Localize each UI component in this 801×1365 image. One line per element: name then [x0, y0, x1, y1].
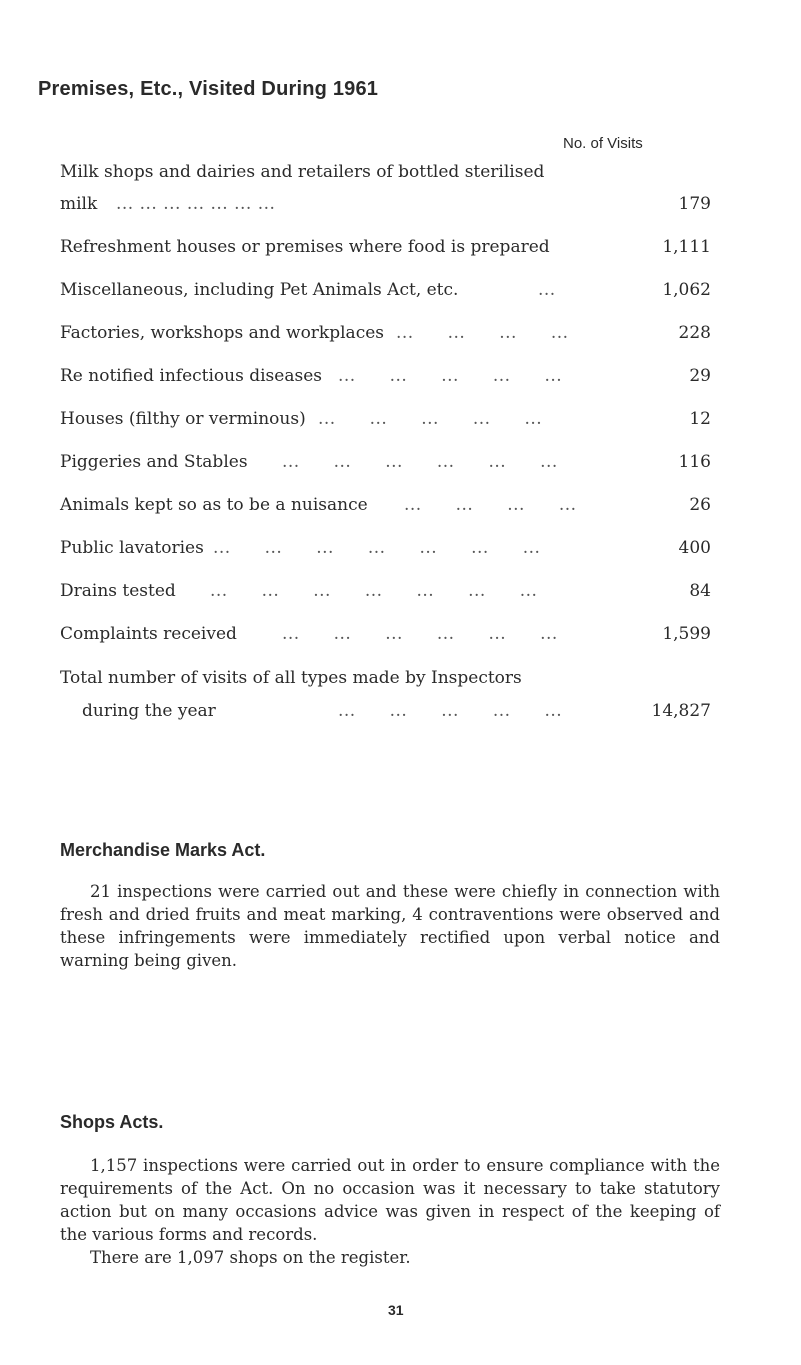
- table-row: [60, 409, 710, 437]
- table-row: [60, 366, 710, 394]
- page-number: 31: [388, 1302, 404, 1318]
- section-heading-shops: Shops Acts.: [60, 1112, 164, 1132]
- row-value: 1,599: [662, 624, 711, 644]
- table-row: [60, 280, 710, 308]
- table-row: [60, 624, 710, 652]
- merchandise-text: 21 inspections were carried out and these were chiefly in connection with fresh and dried fruits and meat marking, 4 contraventions were observed and these infringements were immediately rectified upon verbal notice and warning being given.: [60, 882, 720, 970]
- leader-dots: ... ... ... ... ... ... ...: [116, 194, 276, 214]
- leader-dots: ... ... ... ... ...: [338, 701, 563, 721]
- merchandise-paragraph: [60, 880, 720, 972]
- leader-dots: ... ... ... ...: [396, 323, 569, 343]
- row-value: 179: [678, 194, 711, 214]
- table-row: [60, 495, 710, 523]
- table-row: [60, 194, 710, 222]
- leader-dots: ... ... ... ...: [404, 495, 577, 515]
- shops-paragraph: [60, 1154, 720, 1269]
- row-value: 26: [689, 495, 711, 515]
- leader-dots: ...: [538, 280, 556, 300]
- total-label-line1: Total number of visits of all types made by Inspectors: [60, 668, 522, 688]
- row-value: 116: [678, 452, 711, 472]
- table-row: [60, 581, 710, 609]
- table-row: [60, 237, 710, 265]
- row-value: 228: [678, 323, 711, 343]
- row-label: Complaints received: [60, 624, 237, 644]
- row-label: Refreshment houses or premises where food is prepared: [60, 237, 550, 257]
- row-value: 12: [689, 409, 711, 429]
- table-row: [60, 538, 710, 566]
- row-value: 1,062: [662, 280, 711, 300]
- row-label: Public lavatories: [60, 538, 204, 558]
- shops-register-text: There are 1,097 shops on the register.: [90, 1248, 411, 1267]
- row-label: Animals kept so as to be a nuisance: [60, 495, 368, 515]
- row-value: 400: [678, 538, 711, 558]
- total-row: [60, 701, 710, 729]
- table-row: [60, 323, 710, 351]
- row-label: Houses (filthy or verminous): [60, 409, 306, 429]
- table-row: [60, 452, 710, 480]
- leader-dots: ... ... ... ... ...: [318, 409, 543, 429]
- row-label: Miscellaneous, including Pet Animals Act, etc.: [60, 280, 459, 300]
- total-label: during the year: [82, 701, 216, 721]
- page-title: Premises, Etc., Visited During 1961: [38, 78, 379, 100]
- row-label-line1: Milk shops and dairies and retailers of bottled sterilised: [60, 162, 545, 182]
- leader-dots: ... ... ... ... ...: [338, 366, 563, 386]
- total-value: 14,827: [651, 701, 711, 721]
- row-label: Piggeries and Stables: [60, 452, 248, 472]
- row-value: 84: [689, 581, 711, 601]
- leader-dots: ... ... ... ... ... ... ...: [210, 581, 538, 601]
- column-header: No. of Visits: [563, 135, 643, 152]
- row-value: 29: [689, 366, 711, 386]
- leader-dots: ... ... ... ... ... ...: [282, 624, 558, 644]
- row-label: Drains tested: [60, 581, 176, 601]
- leader-dots: ... ... ... ... ... ...: [282, 452, 558, 472]
- row-label: milk: [60, 194, 98, 214]
- row-label: Factories, workshops and workplaces: [60, 323, 384, 343]
- row-label: Re notified infectious diseases: [60, 366, 322, 386]
- row-value: 1,111: [662, 237, 711, 257]
- leader-dots: ... ... ... ... ... ... ...: [213, 538, 541, 558]
- section-heading-merchandise: Merchandise Marks Act.: [60, 840, 266, 860]
- shops-text: 1,157 inspections were carried out in order to ensure compliance with the requirements of the Act. On no occasion was it necessary to take statutory action but on many occasions advice was given in respect of the keeping of the various forms and records.: [60, 1156, 720, 1244]
